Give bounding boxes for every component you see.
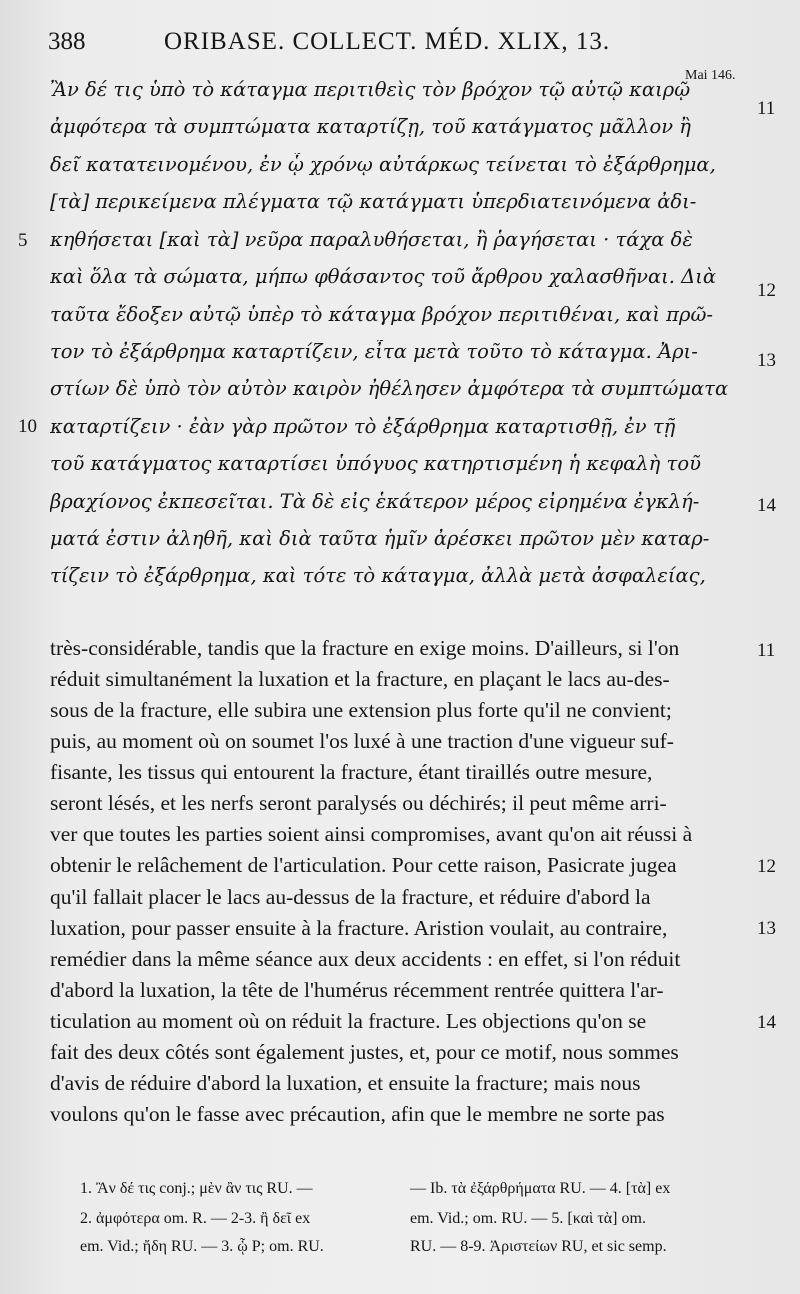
french-line: ver que toutes les parties soient ainsi compromises, avant qu'on ait réussi à xyxy=(50,822,693,846)
greek-line: κηθήσεται [καὶ τὰ] νεῦρα παραλυθήσεται, ἢ ῥαγήσεται · τάχα δὲ xyxy=(50,228,693,251)
margin-section-number: 11 xyxy=(757,98,776,119)
mai-marker: Mai 146. xyxy=(685,68,736,83)
french-line: obtenir le relâchement de l'articulation. Pour cette raison, Pasicrate jugea xyxy=(50,853,677,877)
french-line: luxation, pour passer ensuite à la fracture. Aristion voulait, au contraire, xyxy=(50,916,668,940)
french-line: seront lésés, et les nerfs seront paralysés ou déchirés; il peut même arri- xyxy=(50,791,667,815)
greek-line: τον τὸ ἐξάρθρημα καταρτίζειν, εἶτα μετὰ τοῦτο τὸ κάταγμα. Ἀρι- xyxy=(50,340,698,363)
running-head: ORIBASE. COLLECT. MÉD. XLIX, 13. xyxy=(164,28,611,55)
french-line: puis, au moment où on soumet l'os luxé à une traction d'une vigueur suf- xyxy=(50,729,674,753)
footnote-line: 2. ἀμφότερα om. R. — 2-3. ἢ δεῖ ex xyxy=(80,1210,311,1227)
greek-line: ταῦτα ἔδοξεν αὐτῷ ὑπὲρ τὸ κάταγμα βρόχον περιτιθέναι, καὶ πρῶ- xyxy=(50,303,713,326)
french-line: d'avis de réduire d'abord la luxation, et ensuite la fracture; mais nous xyxy=(50,1071,641,1095)
french-line: très-considérable, tandis que la fracture en exige moins. D'ailleurs, si l'on xyxy=(50,636,680,660)
french-line: ticulation au moment où on réduit la fracture. Les objections qu'on se xyxy=(50,1009,647,1033)
footnote-line: em. Vid.; om. RU. — 5. [καὶ τὰ] om. xyxy=(410,1210,646,1227)
greek-line: τοῦ κατάγματος καταρτίσει ὑπόγυος κατηρτισμένη ἡ κεφαλὴ τοῦ xyxy=(50,452,701,475)
greek-line: δεῖ κατατεινομένου, ἐν ᾧ χρόνῳ αὐτάρκως τείνεται τὸ ἐξάρθρημα, xyxy=(50,153,716,176)
greek-line: βραχίονος ἐκπεσεῖται. Τὰ δὲ εἰς ἑκάτερον μέρος εἰρημένα ἐγκλή- xyxy=(50,490,700,513)
greek-line: ματά ἐστιν ἀληθῆ, καὶ διὰ ταῦτα ἡμῖν ἀρέσκει πρῶτον μὲν καταρ- xyxy=(50,527,710,550)
french-line: qu'il fallait placer le lacs au-dessus de la fracture, et réduire d'abord la xyxy=(50,885,651,909)
page-header xyxy=(48,28,748,64)
french-line: fisante, les tissus qui entourent la fracture, étant tiraillés outre mesure, xyxy=(50,760,653,784)
french-line: voulons qu'on le fasse avec précaution, afin que le membre ne sorte pas xyxy=(50,1102,665,1126)
footnote-line: — Ib. τὰ ἐξάρθρήματα RU. — 4. [τὰ] ex xyxy=(410,1180,671,1197)
french-line: d'abord la luxation, la tête de l'humérus récemment rentrée quittera l'ar- xyxy=(50,978,664,1002)
greek-line: τίζειν τὸ ἐξάρθρημα, καὶ τότε τὸ κάταγμα, ἀλλὰ μετὰ ἀσφαλείας, xyxy=(50,564,706,587)
footnote-line: em. Vid.; ἤδη RU. — 3. ᾧ P; om. RU. xyxy=(80,1238,324,1255)
margin-section-number: 14 xyxy=(757,495,776,516)
greek-line: καὶ ὅλα τὰ σώματα, μήπω φθάσαντος τοῦ ἄρθρου χαλασθῆναι. Διὰ xyxy=(50,265,717,288)
french-line: remédier dans la même séance aux deux accidents : en effet, si l'on réduit xyxy=(50,947,681,971)
greek-line: ἀμφότερα τὰ συμπτώματα καταρτίζῃ, τοῦ κατάγματος μᾶλλον ἢ xyxy=(50,115,691,138)
greek-line: στίων δὲ ὑπὸ τὸν αὐτὸν καιρὸν ἠθέλησεν ἀμφότερα τὰ συμπτώματα xyxy=(50,377,729,400)
footnote-line: RU. — 8-9. Ἀριστείων RU, et sic semp. xyxy=(410,1238,667,1255)
margin-section-number: 12 xyxy=(757,280,776,301)
margin-line-number: 10 xyxy=(18,416,37,437)
margin-section-number: 12 xyxy=(757,856,776,877)
french-line: réduit simultanément la luxation et la fracture, en plaçant le lacs au-des- xyxy=(50,667,670,691)
french-line: fait des deux côtés sont également justes, et, pour ce motif, nous sommes xyxy=(50,1040,679,1064)
french-line: sous de la fracture, elle subira une extension plus forte qu'il ne convient; xyxy=(50,698,672,722)
margin-section-number: 11 xyxy=(757,640,776,661)
greek-line: [τὰ] περικείμενα πλέγματα τῷ κατάγματι ὑπερδιατεινόμενα ἀδι- xyxy=(50,190,697,213)
greek-line: Ἂν δέ τις ὑπὸ τὸ κάταγμα περιτιθεὶς τὸν βρόχον τῷ αὐτῷ καιρῷ xyxy=(50,78,691,101)
margin-line-number: 5 xyxy=(18,230,28,251)
page-number: 388 xyxy=(48,28,86,55)
margin-section-number: 14 xyxy=(757,1012,776,1033)
footnote-line: 1. Ἂν δέ τις conj.; μὲν ἂν τις RU. — xyxy=(80,1180,313,1197)
greek-line: καταρτίζειν · ἐὰν γὰρ πρῶτον τὸ ἐξάρθρημα καταρτισθῇ, ἐν τῇ xyxy=(50,415,676,438)
margin-section-number: 13 xyxy=(757,350,776,371)
margin-section-number: 13 xyxy=(757,918,776,939)
